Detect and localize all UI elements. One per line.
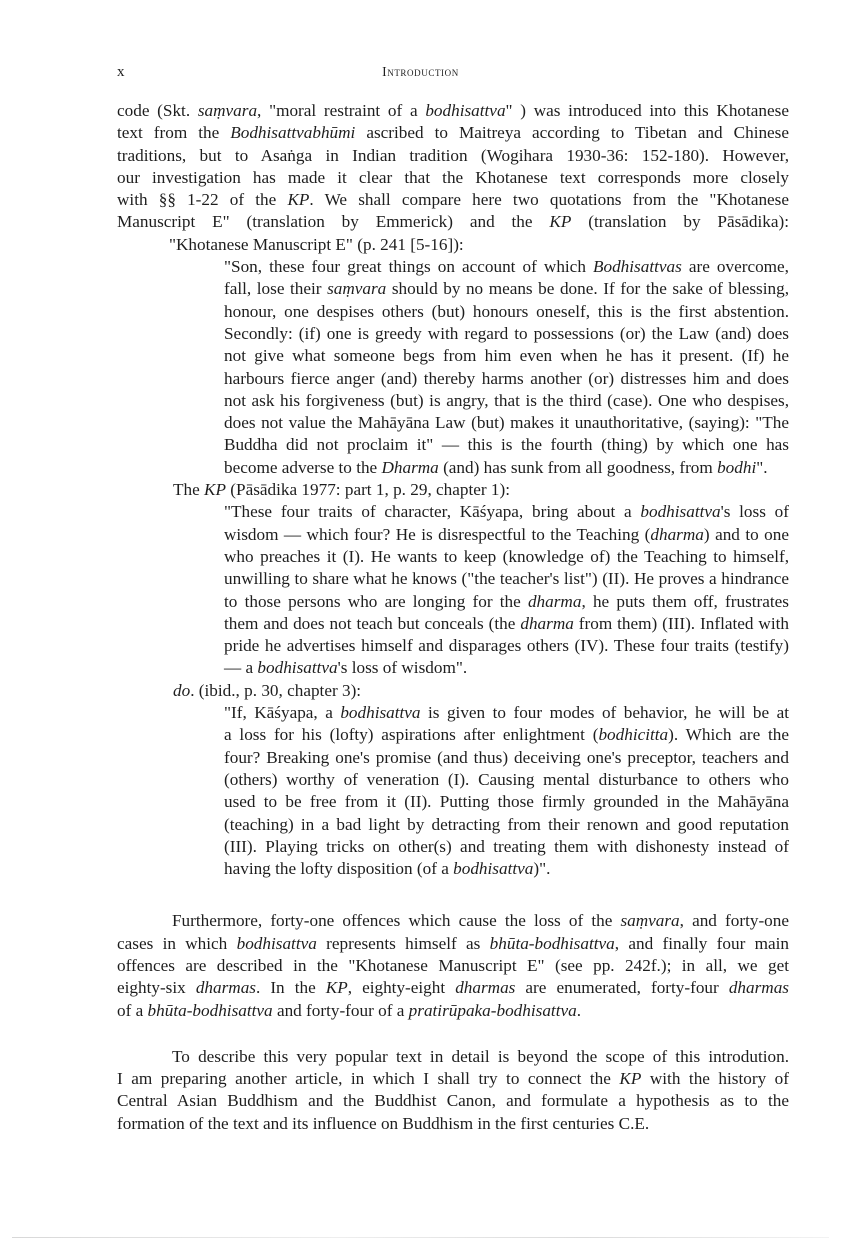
text-run: ".	[756, 457, 768, 477]
text-run: (and) has sunk from all goodness, from	[438, 457, 718, 477]
text-line	[117, 724, 789, 746]
italic-term: bhūta-bodhisattva	[147, 1000, 273, 1020]
scan-edge-line	[12, 1237, 829, 1238]
text-run: not ask his forgiveness (but) is angry, that is the third (case). One who despises,	[224, 390, 789, 410]
text-run: To describe this very popular text in detail is beyond the scope of this introdution.	[172, 1046, 789, 1066]
text-line	[117, 1113, 789, 1135]
text-run: (III). Playing tricks on other(s) and treating them with dishonesty instead of	[224, 836, 789, 856]
text-run: ). Which are the	[668, 725, 789, 745]
italic-term: KP	[204, 480, 226, 500]
text-line	[117, 568, 789, 590]
text-line	[117, 635, 789, 657]
text-line	[117, 368, 789, 390]
running-title: Introduction	[382, 64, 459, 79]
paragraph-offences	[117, 910, 789, 1021]
paragraph-intro	[117, 100, 789, 234]
italic-term: Bodhisattvas	[592, 257, 682, 277]
quote-kp-chapter3	[117, 702, 789, 880]
text-run: fall, lose their	[224, 279, 328, 299]
text-run: offences are described in the "Khotanese Manuscript E" (see pp. 242f.); in all, we get	[117, 955, 789, 975]
text-run: . In the	[255, 978, 326, 998]
page-body	[117, 100, 789, 1135]
italic-term: pratirūpaka-bodhisattva	[408, 1000, 577, 1020]
text-run: I am preparing another article, in which I shall try to connect the	[117, 1069, 620, 1089]
text-run: 's loss of	[720, 502, 789, 522]
text-run: "Son, these four great things on account of which	[224, 257, 593, 277]
italic-term: bodhisattva	[425, 101, 506, 120]
text-line	[117, 791, 789, 813]
italic-term: Dharma	[381, 457, 439, 477]
text-line	[117, 702, 789, 724]
text-run: "If, Kāśyapa, a	[224, 703, 341, 723]
page-number: x	[117, 64, 125, 80]
text-run: with the history of	[641, 1069, 789, 1089]
text-run: (teaching) in a bad light by detracting from their renown and good reputation	[224, 814, 789, 834]
text-run: — a	[224, 658, 258, 678]
italic-term: KP	[549, 212, 572, 232]
italic-term: bodhicitta	[598, 725, 669, 745]
text-run: (translation by Pāsādika):	[571, 212, 789, 232]
text-line	[117, 457, 789, 479]
text-run: wisdom — which four? He is disrespectful to the Teaching (	[224, 524, 651, 544]
text-line	[117, 657, 789, 679]
text-line	[117, 836, 789, 858]
text-line	[117, 680, 789, 702]
text-run: honour, one despises others (but) honours oneself, this is the first abstention.	[224, 301, 789, 321]
text-run: eighty-six	[117, 978, 196, 998]
text-run: , and forty-one	[679, 911, 789, 931]
text-line	[117, 256, 789, 278]
text-run: code (Skt.	[117, 101, 198, 120]
text-run: cases in which	[117, 933, 237, 953]
text-line	[117, 501, 789, 523]
text-line	[117, 747, 789, 769]
italic-term: dharma	[650, 524, 704, 544]
text-run: having the lofty disposition (of a	[224, 859, 454, 879]
text-run: to those persons who are longing for the	[224, 591, 528, 611]
italic-term: dharmas	[195, 978, 256, 998]
text-run: Manuscript E" (translation by Emmerick) and the	[117, 212, 550, 232]
text-run: with §§ 1-22 of the	[117, 190, 288, 210]
italic-term: bodhi	[717, 457, 757, 477]
italic-term: do	[173, 680, 191, 700]
text-run: Central Asian Buddhism and the Buddhist Canon, and formulate a hypothesis as to the	[117, 1091, 789, 1111]
text-line	[117, 211, 789, 233]
italic-term: dharmas	[455, 978, 516, 998]
italic-term: dharma	[520, 613, 574, 633]
text-run: , he puts them off, frustrates	[581, 591, 789, 611]
italic-term: bodhisattva	[236, 933, 317, 953]
text-run: a loss for his (lofty) aspirations after enlightment (	[224, 725, 599, 745]
quote-kp-chapter1	[117, 501, 789, 679]
text-run: used to be free from it (II). Putting those firmly grounded in the Mahāyāna	[224, 792, 789, 812]
text-line	[117, 100, 789, 122]
text-run: (others) worthy of veneration (I). Causing mental disturbance to others who	[224, 769, 789, 789]
text-run: 's loss of wisdom".	[337, 658, 468, 678]
text-run: become adverse to the	[224, 457, 382, 477]
paragraph-outlook	[117, 1046, 789, 1135]
text-run: unwilling to share what he knows ("the teacher's list") (II). He proves a hindrance	[224, 569, 789, 589]
text-run: who preaches it (I). He wants to keep (knowledge of) the Teaching to himself,	[224, 546, 789, 566]
text-run: is given to four modes of behavior, he will be at	[420, 703, 789, 723]
text-run: , eighty-eight	[347, 978, 456, 998]
text-run: .	[576, 1000, 582, 1020]
text-run: and forty-four of a	[272, 1000, 409, 1020]
text-run: , and finally four main	[614, 933, 790, 953]
text-run: " ) was introduced into this Khotanese	[505, 101, 789, 120]
source-ibid	[117, 680, 789, 702]
text-line	[117, 345, 789, 367]
text-line	[117, 858, 789, 880]
italic-term: saṃvara	[197, 101, 258, 120]
text-line	[117, 524, 789, 546]
text-line	[117, 434, 789, 456]
text-run: "Khotanese Manuscript E" (p. 241 [5-16]):	[169, 234, 464, 254]
text-run: ) and to one	[703, 524, 789, 544]
text-run: (Pāsādika 1977: part 1, p. 29, chapter 1):	[226, 480, 510, 500]
text-run: them and does not teach but conceals (the	[224, 613, 521, 633]
spacer	[117, 880, 789, 910]
text-line	[117, 412, 789, 434]
text-run: , "moral restraint of a	[257, 101, 426, 120]
text-run: our investigation has made it clear that the Khotanese text corresponds more closely	[117, 167, 789, 187]
text-line	[117, 955, 789, 977]
text-run: harbours fierce anger (and) thereby harms another (or) distresses him and does	[224, 368, 789, 388]
spacer	[117, 1022, 789, 1046]
italic-term: KP	[325, 978, 348, 998]
text-line	[117, 977, 789, 999]
text-run: Furthermore, forty-one offences which cause the loss of the	[172, 911, 621, 931]
quote-khotanese	[117, 256, 789, 479]
text-line	[117, 189, 789, 211]
text-run: should by no means be done. If for the sake of blessing,	[386, 279, 789, 299]
text-line	[117, 613, 789, 635]
text-run: represents himself as	[316, 933, 490, 953]
text-line	[117, 591, 789, 613]
text-line	[117, 814, 789, 836]
text-run: of a	[117, 1000, 148, 1020]
text-line	[117, 546, 789, 568]
text-line	[117, 234, 789, 256]
text-line	[117, 1000, 789, 1022]
text-line	[117, 122, 789, 144]
source-kp	[117, 479, 789, 501]
text-line	[117, 167, 789, 189]
italic-term: dharmas	[728, 978, 789, 998]
text-line	[117, 278, 789, 300]
italic-term: dharma	[527, 591, 582, 611]
text-line	[117, 769, 789, 791]
text-line	[117, 1068, 789, 1090]
text-line	[117, 1046, 789, 1068]
text-run: Secondly: (if) one is greedy with regard to possessions (or) the Law (and) does	[224, 323, 789, 343]
text-run: pride he advertises himself and disparages others (IV). These four traits (testify)	[224, 636, 789, 656]
text-line	[117, 910, 789, 932]
text-line	[117, 1090, 789, 1112]
italic-term: bodhisattva	[257, 658, 338, 678]
text-run: text from the	[117, 123, 231, 143]
text-run: traditions, but to Asaṅga in Indian tradition (Wogihara 1930-36: 152-180). However,	[117, 145, 789, 165]
text-run: are overcome,	[681, 257, 789, 277]
italic-term: bodhisattva	[340, 703, 421, 723]
text-run: Buddha did not proclaim it" — this is the fourth (thing) by which one has	[224, 435, 789, 455]
italic-term: bodhisattva	[453, 859, 534, 879]
text-run: from them) (III). Inflated with	[573, 613, 789, 633]
italic-term: KP	[287, 190, 310, 210]
text-run: . We shall compare here two quotations from the "Khotanese	[309, 190, 789, 210]
text-run: ascribed to Maitreya according to Tibetan and Chinese	[355, 123, 790, 143]
text-line	[117, 390, 789, 412]
text-run: are enumerated, forty-four	[515, 978, 729, 998]
italic-term: bhūta-bodhisattva	[489, 933, 615, 953]
text-run: "These four traits of character, Kāśyapa, bring about a	[224, 502, 641, 522]
text-run: . (ibid., p. 30, chapter 3):	[190, 680, 362, 700]
text-line	[117, 933, 789, 955]
italic-term: Bodhisattvabhūmi	[230, 123, 356, 143]
text-run: four? Breaking one's promise (and thus) deceiving one's preceptor, teachers and	[224, 747, 789, 767]
text-line	[117, 323, 789, 345]
text-line	[117, 479, 789, 501]
text-line	[117, 301, 789, 323]
text-run: not give what someone begs from him even when he has it present. (If) he	[224, 346, 789, 366]
text-run: )".	[533, 859, 551, 879]
italic-term: saṃvara	[327, 279, 387, 299]
source-khotanese	[117, 234, 789, 256]
italic-term: bodhisattva	[640, 502, 721, 522]
italic-term: saṃvara	[620, 911, 680, 931]
text-line	[117, 145, 789, 167]
text-run: The	[173, 480, 205, 500]
italic-term: KP	[619, 1069, 642, 1089]
text-run: does not value the Mahāyāna Law (but) makes it unauthoritative, (saying): "The	[224, 413, 789, 433]
text-run: formation of the text and its influence on Buddhism in the first centuries C.E.	[117, 1113, 650, 1133]
